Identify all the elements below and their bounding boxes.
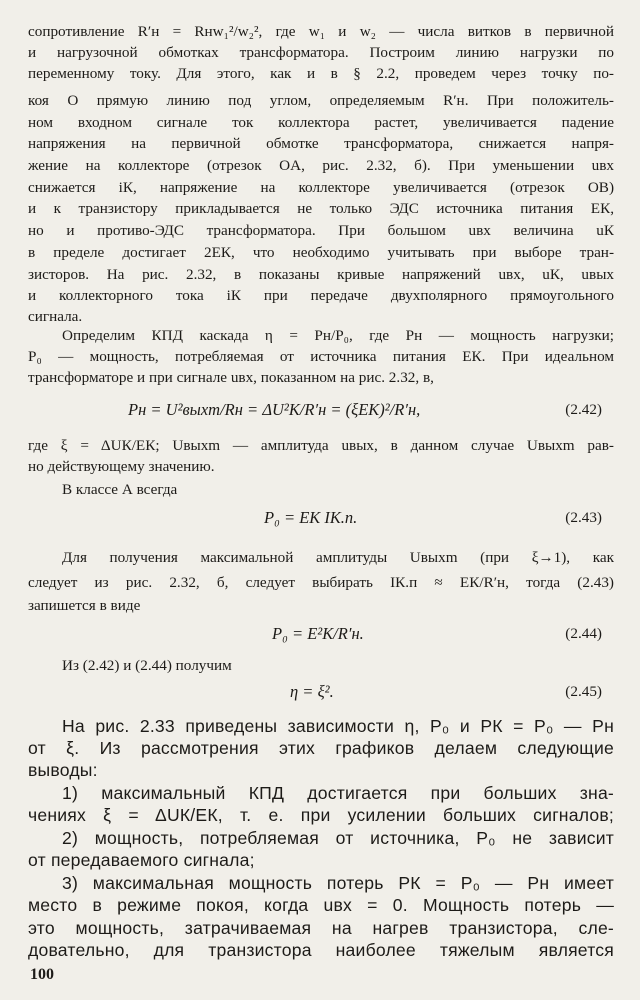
text-line: довательно, для транзистора наиболее тяжелым является xyxy=(28,940,614,960)
text-line: коя O прямую линию под углом, определяемым R′н. При положитель- xyxy=(28,92,614,109)
equation-formula: P₀ = E²К/R′н. xyxy=(272,624,364,643)
equation-formula: P₀ = EК IК.п. xyxy=(264,508,358,527)
text-line: от передаваемого сигнала; xyxy=(28,850,255,870)
equation-number: (2.42) xyxy=(565,401,602,418)
text-line: и нагрузочной обмотках трансформатора. Построим линию нагрузки по xyxy=(28,44,614,61)
equation-number: (2.45) xyxy=(565,683,602,700)
text-line: P₀ — мощность, потребляемая от источника питания EК. При идеальном xyxy=(28,348,614,365)
text-line: но действующему значению. xyxy=(28,458,215,475)
text-line: снижается iК, напряжение на коллекторе увеличивается (отрезок OB) xyxy=(28,179,614,196)
text-line: место в режиме покоя, когда uвх = 0. Мощность потерь — xyxy=(28,895,614,915)
text-line: это мощность, затрачиваемая на нагрев транзистора, сле- xyxy=(28,918,614,938)
text-line: Определим КПД каскада η = Pн/P₀, где Pн — мощность нагрузки; xyxy=(62,327,614,344)
equation-2-44 xyxy=(28,622,614,646)
text-line: трансформаторе и при сигнале uвх, показанном на рис. 2.32, в, xyxy=(28,369,434,386)
text-line: 3) максимальная мощность потерь PК = P₀ — Pн имеет xyxy=(62,873,614,893)
equation-number: (2.44) xyxy=(565,625,602,642)
text-line: сопротивление R′н = Rнw₁²/w₂², где w₁ и w₂ — числа витков в первичной xyxy=(28,23,614,40)
text-line: ном входном сигнале ток коллектора растет, увеличивается падение xyxy=(28,114,614,131)
equation-formula: Pн = U²выхm/Rн = ΔU²К/R′н = (ξEК)²/R′н, xyxy=(128,400,421,419)
text-line: 2) мощность, потребляемая от источника, P₀ не зависит xyxy=(62,828,614,848)
text-line: Для получения максимальной амплитуды Uвыхm (при ξ→1), как xyxy=(62,549,614,566)
text-line: зисторов. На рис. 2.32, в показаны кривые напряжений uвх, uК, uвых xyxy=(28,266,614,283)
text-line: и к транзистору прикладывается не только ЭДС источника питания EК, xyxy=(28,200,614,217)
text-line: и коллекторного тока iК при передаче двухполярного прямоугольного xyxy=(28,287,614,304)
text-line: напряжения на первичной обмотке трансформатора, снижается напря- xyxy=(28,135,614,152)
equation-2-43 xyxy=(28,506,614,530)
equation-number: (2.43) xyxy=(565,509,602,526)
text-line: чениях ξ = ΔUК/EК, т. е. при усилении больших сигналов; xyxy=(28,805,614,825)
text-line: но и противо-ЭДС трансформатора. При большом uвх величина uК xyxy=(28,222,614,239)
text-line: На рис. 2.33 приведены зависимости η, P₀ и PК = P₀ — Pн xyxy=(62,716,614,736)
equation-2-42 xyxy=(28,398,614,422)
equation-formula: η = ξ². xyxy=(290,682,334,701)
text-line: от ξ. Из рассмотрения этих графиков делаем следующие xyxy=(28,738,614,758)
text-line: следует из рис. 2.32, б, следует выбирать IК.п ≈ EК/R′н, тогда (2.43) xyxy=(28,574,614,591)
text-line: запишется в виде xyxy=(28,597,141,614)
text-line: жение на коллекторе (отрезок OA, рис. 2.32, б). При уменьшении uвх xyxy=(28,157,614,174)
text-line: где ξ = ΔUК/EК; Uвыхm — амплитуда uвых, в данном случае Uвыхm рав- xyxy=(28,437,614,454)
text-line: Из (2.42) и (2.44) получим xyxy=(62,657,232,674)
equation-2-45 xyxy=(28,680,614,704)
text-line: в пределе достигает 2EК, что необходимо учитывать при выборе тран- xyxy=(28,244,614,261)
text-line: В классе А всегда xyxy=(62,481,178,498)
text-line: выводы: xyxy=(28,760,98,780)
text-line: сигнала. xyxy=(28,308,83,325)
page-number: 100 xyxy=(30,966,54,983)
text-line: 1) максимальный КПД достигается при больших зна- xyxy=(62,783,614,803)
text-line: переменному току. Для этого, как и в § 2.2, проведем через точку по- xyxy=(28,65,614,82)
